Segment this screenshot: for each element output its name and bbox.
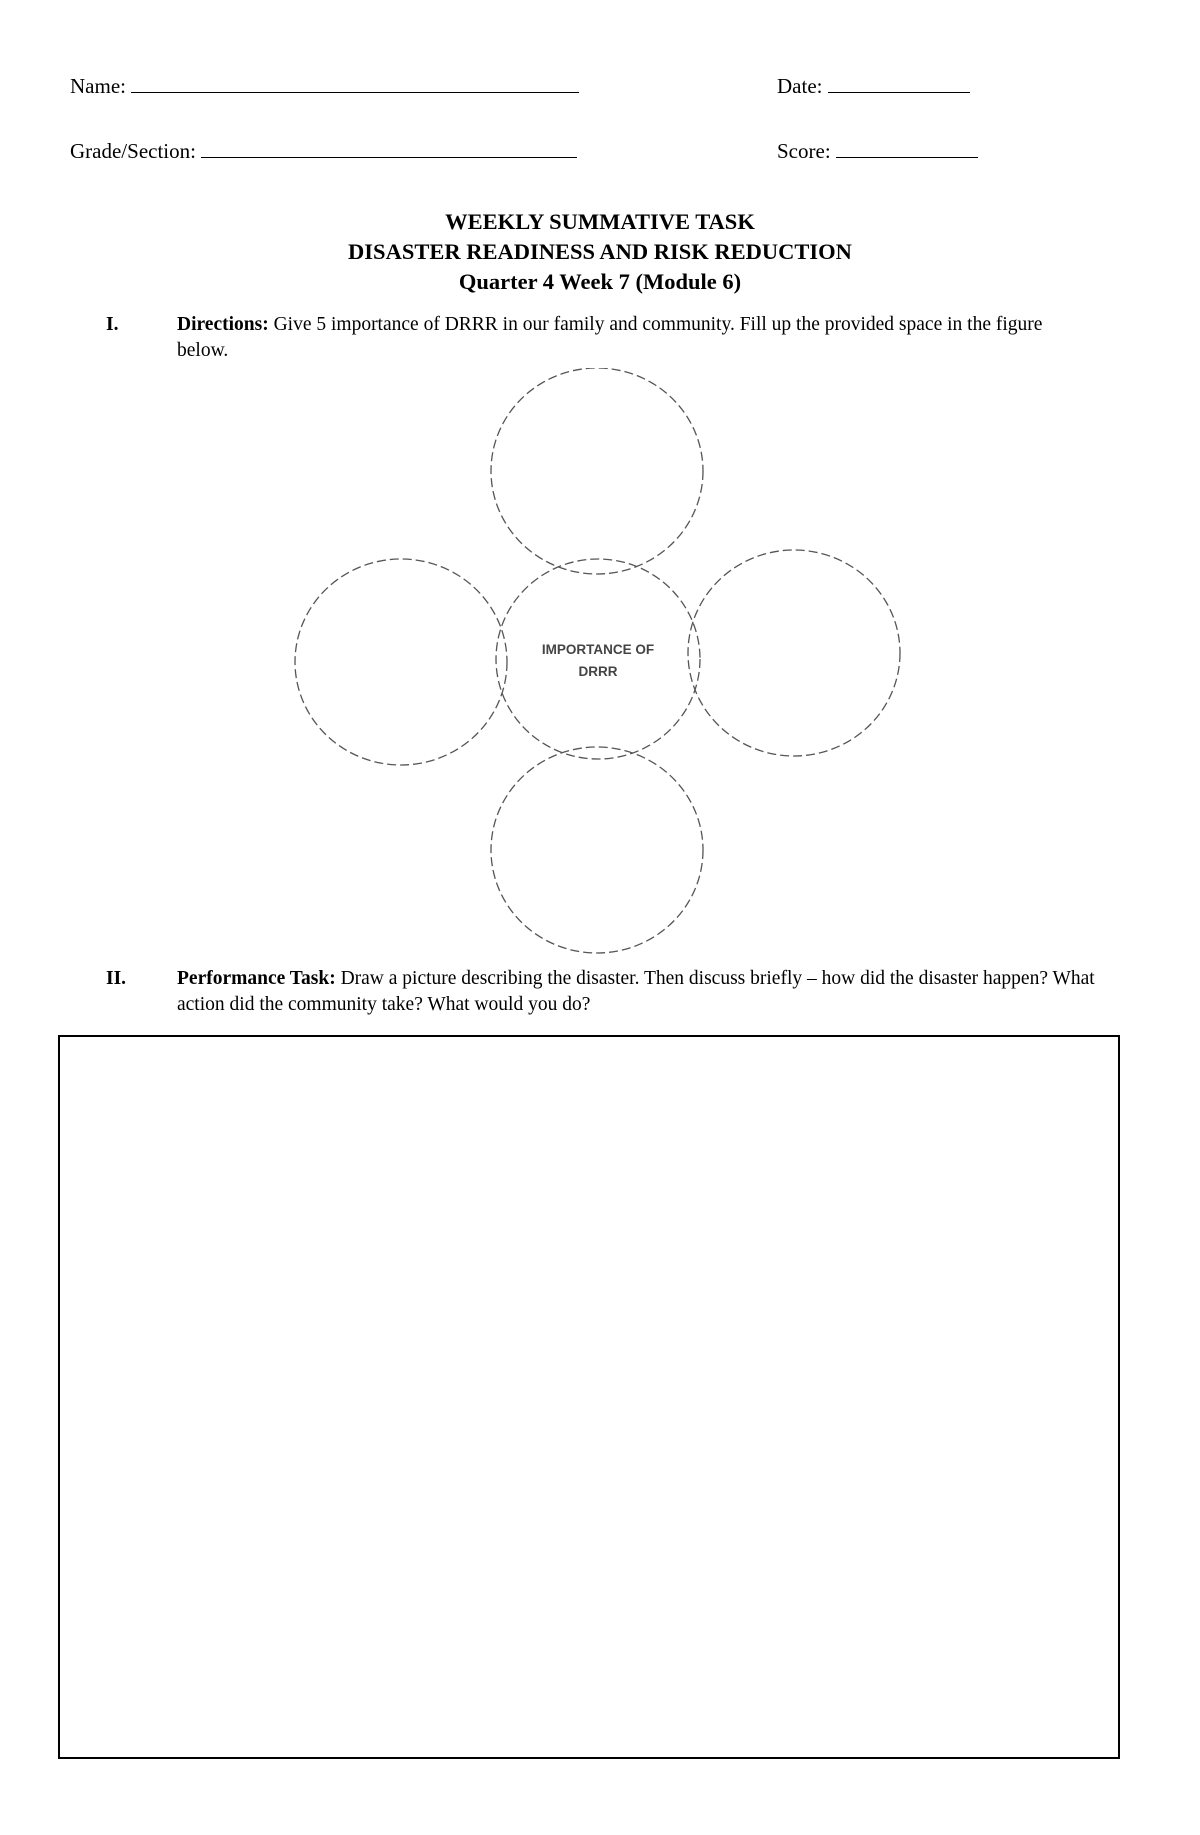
- section-directions: [106, 312, 1106, 364]
- section-2-body: Draw a picture describing the disaster. Then discuss briefly – how did the disaster happen? What action did the community take? What would you do?: [177, 968, 1095, 1015]
- top-answer-circle[interactable]: [491, 368, 703, 574]
- section-2-number: II.: [106, 968, 127, 989]
- left-answer-circle[interactable]: [295, 559, 507, 765]
- title-line-1: WEEKLY SUMMATIVE TASK: [445, 209, 755, 234]
- center-label-line-1: IMPORTANCE OF: [541, 642, 655, 657]
- name-blank-line[interactable]: [131, 72, 579, 93]
- grade-section-blank-line[interactable]: [201, 137, 577, 158]
- right-answer-circle[interactable]: [688, 550, 900, 756]
- grade-section-field[interactable]: [70, 137, 577, 164]
- section-2-text: [177, 966, 1097, 1018]
- score-blank-line[interactable]: [836, 137, 978, 158]
- date-label: Date:: [777, 74, 823, 98]
- center-circle: [496, 559, 700, 759]
- bottom-answer-circle[interactable]: [491, 747, 703, 953]
- center-label-line-2: DRRR: [578, 664, 618, 679]
- section-performance-task: [106, 966, 1106, 1018]
- page-title: [0, 207, 1200, 297]
- date-field[interactable]: [777, 72, 970, 99]
- section-1-text: [177, 312, 1097, 364]
- grade-section-label: Grade/Section:: [70, 139, 196, 163]
- name-field[interactable]: [70, 72, 579, 99]
- section-1-lead: Directions:: [177, 314, 269, 335]
- title-line-2: DISASTER READINESS AND RISK REDUCTION: [348, 239, 852, 264]
- score-field[interactable]: [777, 137, 978, 164]
- importance-diagram: [290, 368, 910, 958]
- section-1-body: Give 5 importance of DRRR in our family and community. Fill up the provided space in the figure below.: [177, 314, 1043, 361]
- header-row-name-date: [70, 72, 1070, 102]
- name-label: Name:: [70, 74, 126, 98]
- section-1-number: I.: [106, 314, 119, 335]
- score-label: Score:: [777, 139, 831, 163]
- date-blank-line[interactable]: [828, 72, 970, 93]
- title-line-3: Quarter 4 Week 7 (Module 6): [458, 269, 742, 294]
- drawing-answer-box[interactable]: [58, 1035, 1120, 1759]
- section-2-lead: Performance Task:: [177, 968, 336, 989]
- header-row-grade-score: [70, 137, 1070, 167]
